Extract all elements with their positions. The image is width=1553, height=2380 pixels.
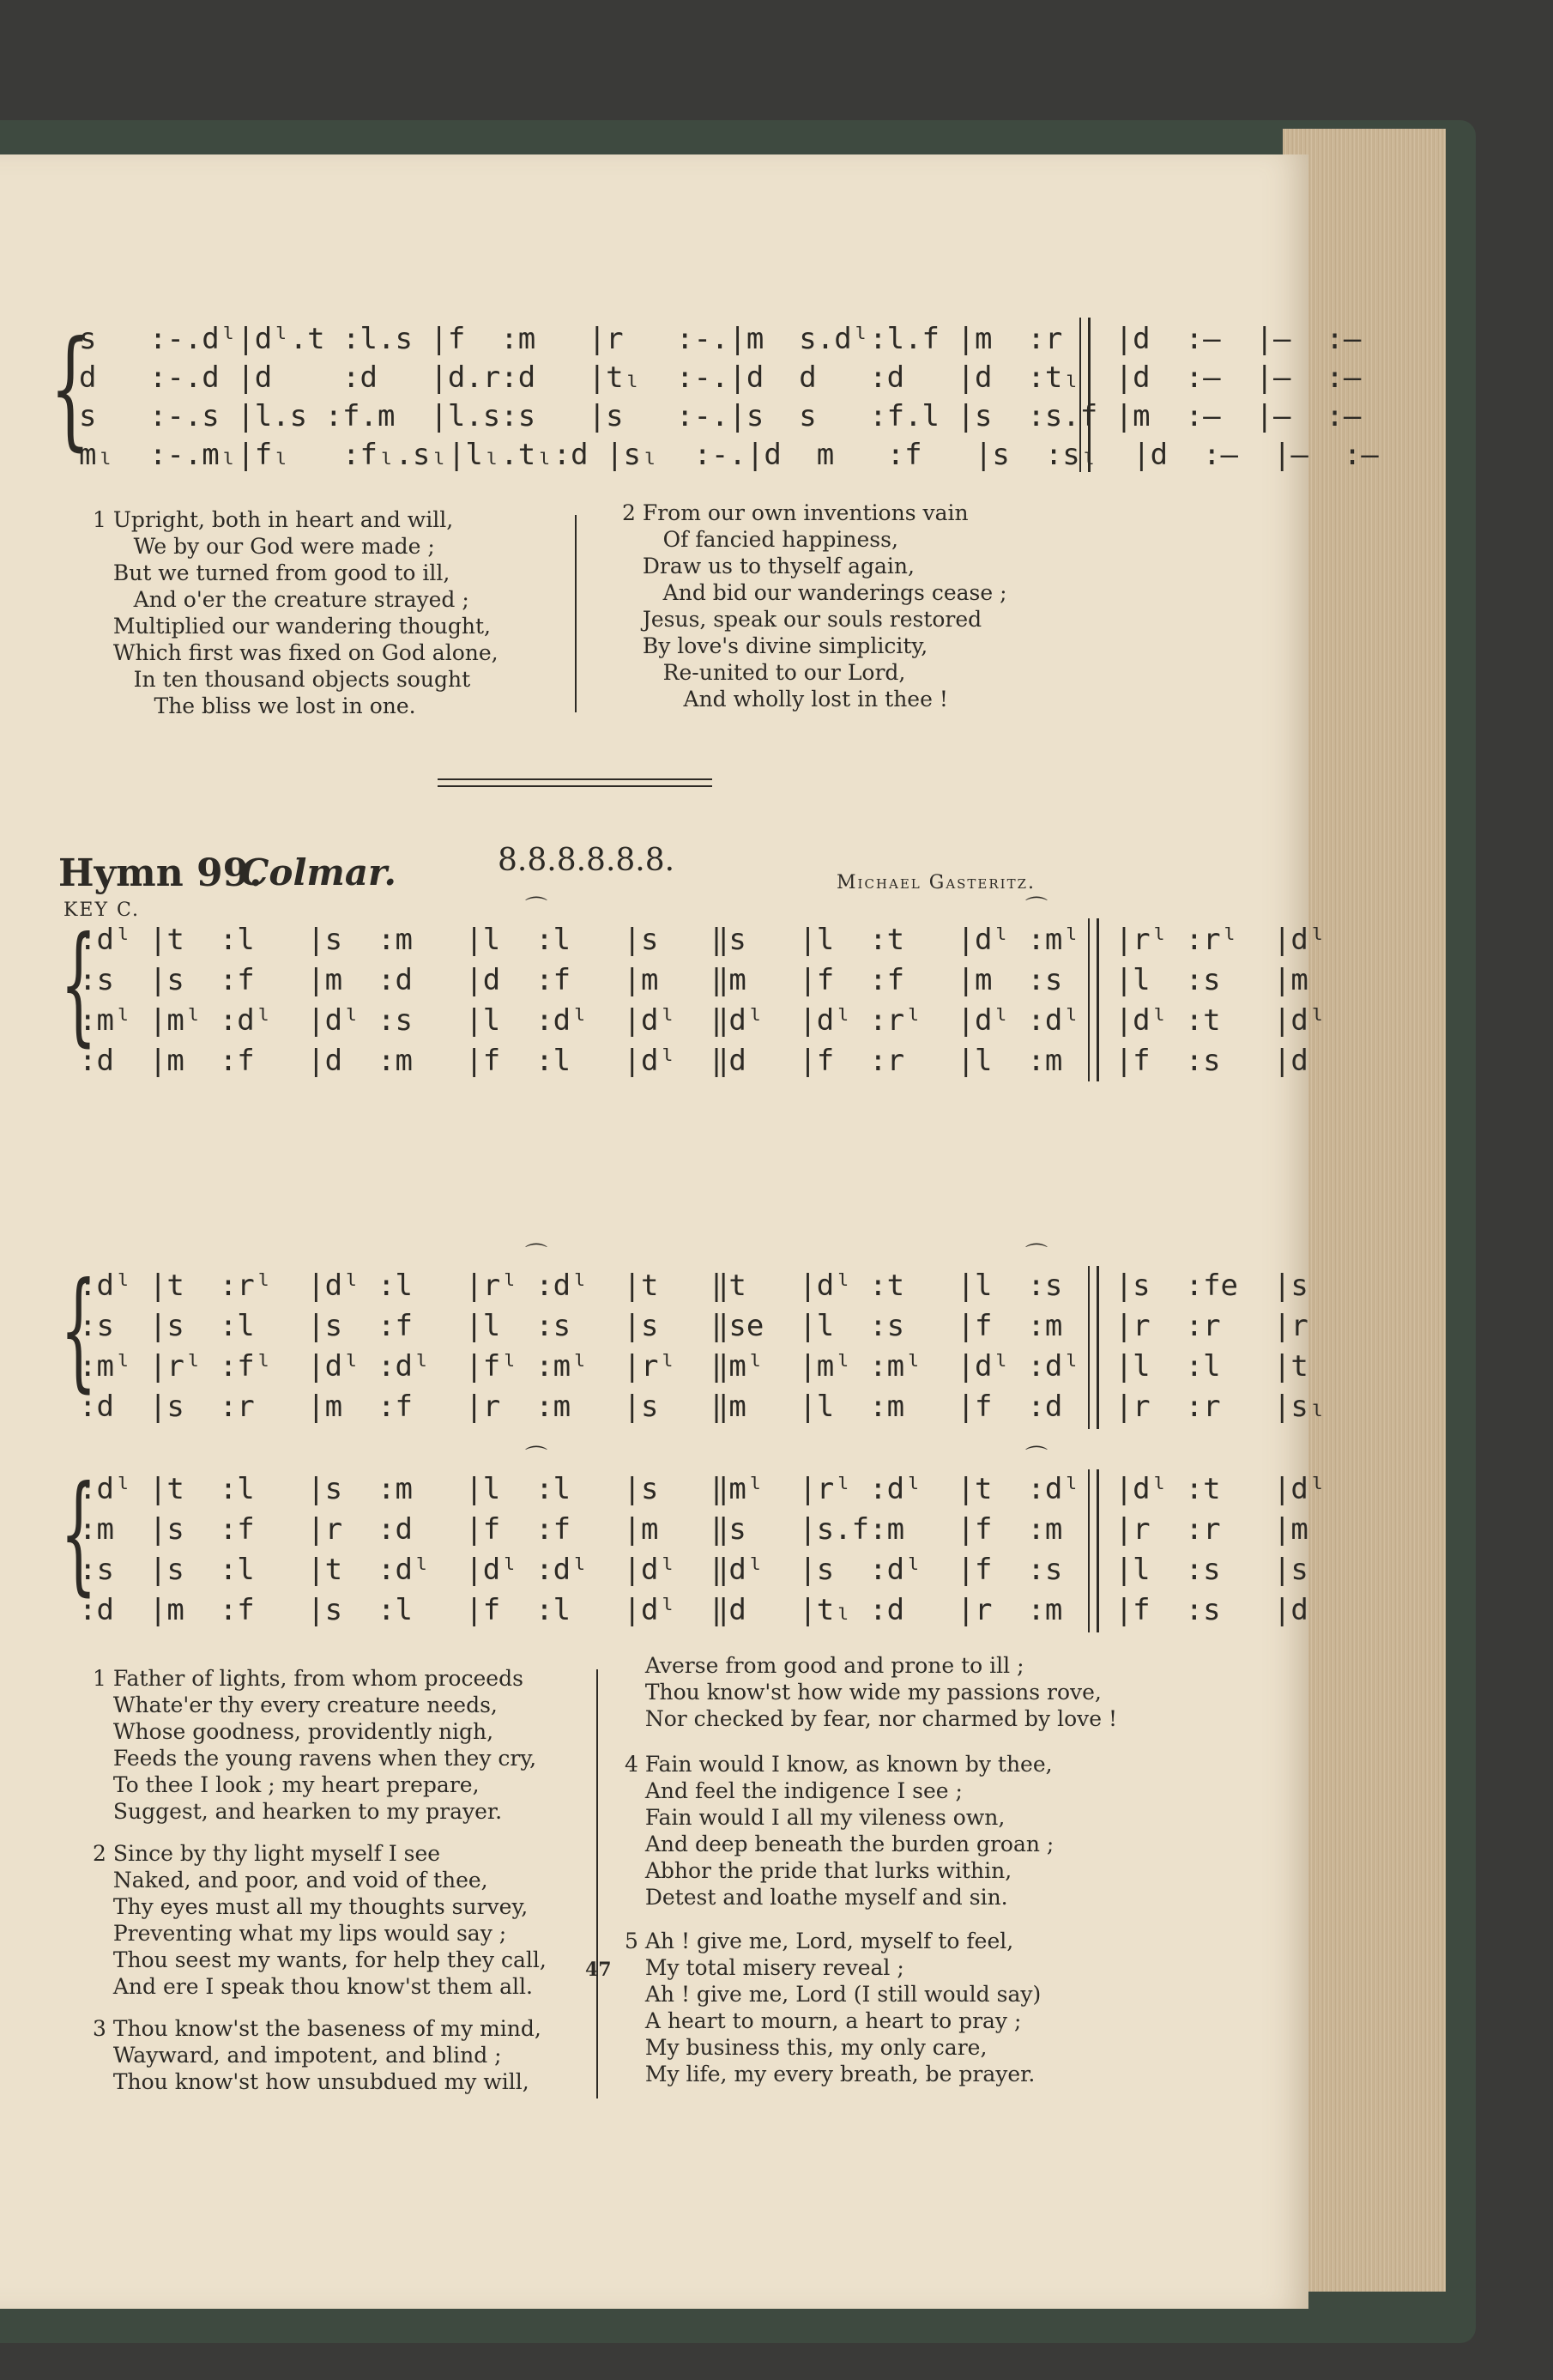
- top-notation-row-1: s :-.dˡ|dˡ.t :l.s |f :m |r :-.|m s.dˡ:l.f |m :r |d :— |— :—: [79, 322, 1362, 356]
- system-2-row-2: :s |s :l |s :f |l :s |s ‖se |l :s |f :m |r :r |r: [79, 1309, 1308, 1343]
- hymn-verse-4: 4 Fain would I know, as known by thee, And feel the indigence I see ; Fain would I all my vileness own, And deep beneath the burden groan ; Abhor the pride that lurks within, Detest and loathe myself and sin.: [625, 1752, 1054, 1910]
- system-1-row-3: :mˡ |mˡ :dˡ |dˡ :s |l :dˡ |dˡ ‖dˡ |dˡ :rˡ |dˡ :dˡ |dˡ :t |dˡ: [79, 1003, 1326, 1038]
- top-notation-row-3: s :-.s |l.s :f.m |l.s:s |s :-.|s s :f.l |s :s.f |m :— |— :—: [79, 399, 1362, 433]
- system-1-end-barline: [1088, 918, 1099, 1081]
- hymn-verse-5: 5 Ah ! give me, Lord, myself to feel, My total misery reveal ; Ah ! give me, Lord (I still would say) A heart to mourn, a heart to pray ; My business this, my only care, My life, my every breath, be prayer.: [625, 1929, 1042, 2086]
- fermata-sign: ⌒: [1025, 1445, 1048, 1471]
- fermata-sign: ⌒: [525, 896, 548, 922]
- hymn-verse-1: 1 Father of lights, from whom proceeds Whate'er thy every creature needs, Whose goodness, providently nigh, Feeds the young ravens when they cry, To thee I look ; my heart prepare, Suggest, and hearken to my prayer.: [93, 1666, 537, 1824]
- brace-top: {: [50, 314, 91, 463]
- system-2-end-barline: [1088, 1266, 1099, 1429]
- system-3-end-barline: [1088, 1469, 1099, 1632]
- hymn-page: [0, 154, 1379, 2309]
- system-3-row-1: :dˡ |t :l |s :m |l :l |s ‖mˡ |rˡ :dˡ |t :dˡ |dˡ :t |dˡ: [79, 1472, 1326, 1506]
- hymn-verse-2: 2 Since by thy light myself I see Naked, and poor, and void of thee, Thy eyes must all my thoughts survey, Preventing what my lips would say ; Thou seest my wants, for help they call, And ere I speak thou know'st them all.: [93, 1841, 547, 1999]
- hymn-verse-3-continued: Averse from good and prone to ill ; Thou know'st how wide my passions rove, Nor checked by fear, nor charmed by love !: [644, 1653, 1118, 1731]
- system-1-row-2: :s |s :f |m :d |d :f |m ‖m |f :f |m :s |l :s |m: [79, 963, 1308, 997]
- top-verse-divider: [575, 515, 577, 712]
- system-2-row-1: :dˡ |t :rˡ |dˡ :l |rˡ :dˡ |t ‖t |dˡ :t |l :s |s :fe |s: [79, 1269, 1308, 1303]
- hymn-meter: 8.8.8.8.8.8.: [498, 843, 675, 878]
- fermata-sign: ⌒: [525, 1243, 548, 1269]
- fermata-sign: ⌒: [1025, 896, 1048, 922]
- hymn-title: Hymn 99.: [58, 851, 263, 895]
- brace-system-3: {: [60, 1459, 97, 1608]
- system-3-row-4: :d |m :f |s :l |f :l |dˡ ‖d |tₗ :d |r :m |f :s |d: [79, 1593, 1308, 1627]
- top-end-barline: [1079, 318, 1091, 472]
- brace-system-1: {: [60, 910, 97, 1059]
- top-verse-2: 2 From our own inventions vain Of fancied happiness, Draw us to thyself again, And bid our wanderings cease ; Jesus, speak our souls restored By love's divine simplicity, Re-united to our Lord, And wholly lost in thee !: [622, 500, 1007, 712]
- top-verse-1: 1 Upright, both in heart and will, We by our God were made ; But we turned from good to ill, And o'er the creature strayed ; Multiplied our wandering thought, Which first was fixed on God alone, In ten thousand objects sought The bliss we lost in one.: [93, 507, 499, 718]
- system-3-row-3: :s |s :l |t :dˡ |dˡ :dˡ |dˡ ‖dˡ |s :dˡ |f :s |l :s |s: [79, 1553, 1308, 1587]
- fermata-sign: ⌒: [525, 1445, 548, 1471]
- system-2-row-3: :mˡ |rˡ :fˡ |dˡ :dˡ |fˡ :mˡ |rˡ ‖mˡ |mˡ :mˡ |dˡ :dˡ |l :l |t: [79, 1349, 1308, 1384]
- top-notation-row-2: d :-.d |d :d |d.r:d |tₗ :-.|d d :d |d :tₗ |d :— |— :—: [79, 360, 1362, 395]
- page-number: 47: [585, 1959, 612, 1981]
- verse-column-divider: [596, 1669, 598, 2098]
- hymn-verse-3: 3 Thou know'st the baseness of my mind, Wayward, and impotent, and blind ; Thou know'st how unsubdued my will,: [93, 2016, 541, 2094]
- fermata-sign: ⌒: [1025, 1243, 1048, 1269]
- key-signature: KEY C.: [63, 899, 141, 921]
- section-divider-rule-2: [438, 785, 712, 787]
- top-notation-row-4: mₗ :-.mₗ|fₗ :fₗ.sₗ|lₗ.tₗ:d |sₗ :-.|d m :f |s :sₗ |d :— |— :—: [79, 438, 1379, 472]
- composer-name: Michael Gasteritz.: [837, 872, 1036, 893]
- system-1-row-4: :d |m :f |d :m |f :l |dˡ ‖d |f :r |l :m |f :s |d: [79, 1044, 1308, 1078]
- system-3-row-2: :m |s :f |r :d |f :f |m ‖s |s.f:m |f :m |r :r |m: [79, 1512, 1308, 1547]
- tune-name: Colmar.: [240, 851, 396, 893]
- section-divider-rule: [438, 778, 712, 780]
- system-2-row-4: :d |s :r |m :f |r :m |s ‖m |l :m |f :d |r :r |sₗ: [79, 1390, 1326, 1424]
- brace-system-2: {: [60, 1256, 97, 1405]
- system-1-row-1: :dˡ |t :l |s :m |l :l |s ‖s |l :t |dˡ :mˡ |rˡ :rˡ |dˡ: [79, 923, 1326, 957]
